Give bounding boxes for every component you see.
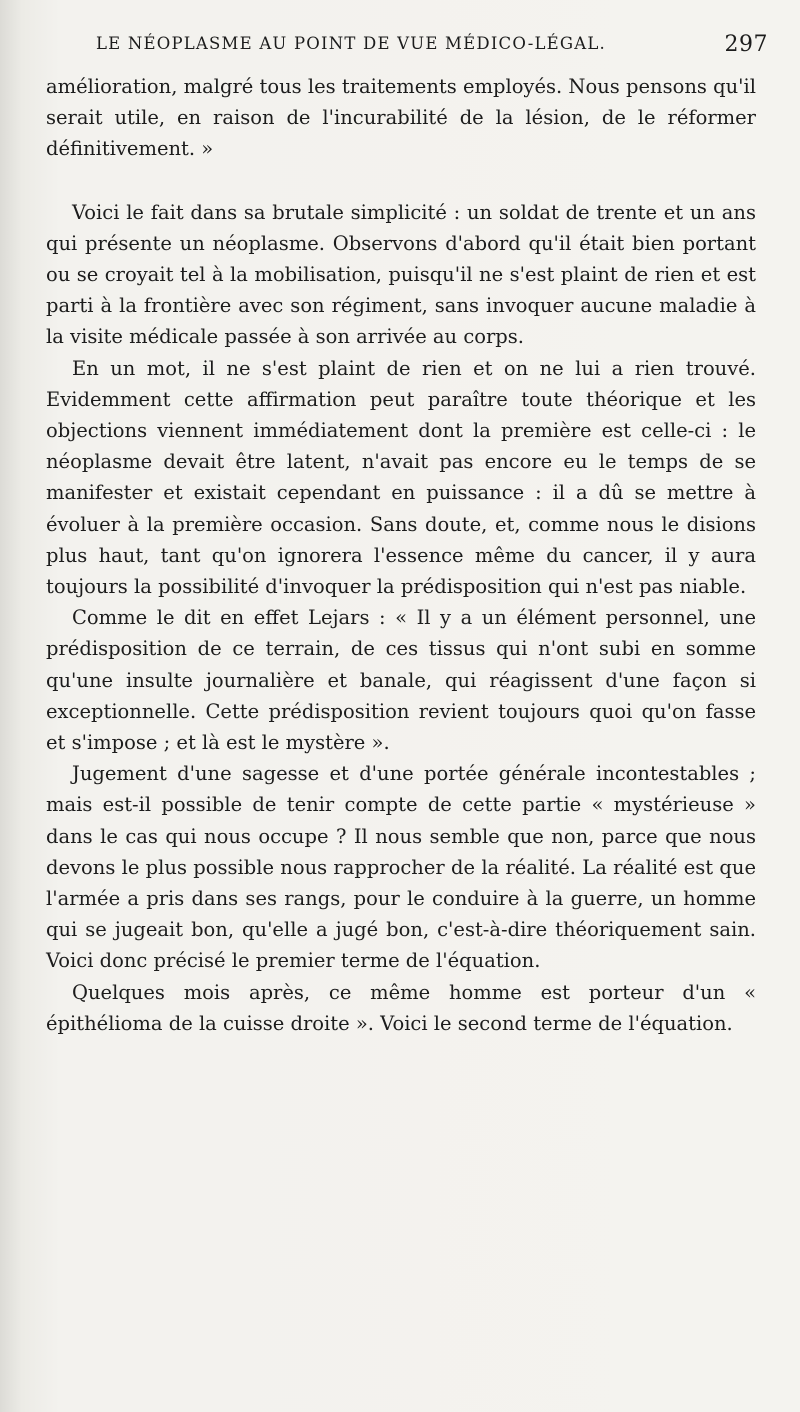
paragraph-continued: amélioration, malgré tous les traitements employés. Nous pensons qu'il serait utile, en raison de l'incurabilité de la lésion, de le réformer définitivement. »	[46, 75, 756, 161]
page-header	[96, 34, 768, 64]
paragraph: Quelques mois après, ce même homme est porteur d'un « épithélioma de la cuisse droite ». Voici le second terme de l'équation.	[46, 980, 756, 1035]
paragraph: Jugement d'une sagesse et d'une portée générale incontestables ; mais est-il possible de tenir compte de cette partie « mystérieuse » dans le cas qui nous occupe ? Il nous semble que non, parce que nous devons le plus possible nous rapprocher de la réalité. La réalité est que l'armée a pris dans ses rangs, pour le conduire à la guerre, un homme qui se jugeait bon, qu'elle a jugé bon, c'est-à-dire théoriquement sain. Voici donc précisé le premier terme de l'équation.	[46, 762, 756, 973]
running-head: LE NÉOPLASME AU POINT DE VUE MÉDICO-LÉGAL.	[96, 34, 606, 53]
page-body	[46, 71, 756, 1039]
paragraph: Comme le dit en effet Lejars : « Il y a un élément personnel, une prédisposition de ce terrain, de ces tissus qui n'ont subi en somme qu'une insulte journalière et banale, qui réagissent d'une façon si exceptionnelle. Cette prédisposition revient toujours quoi qu'on fasse et s'impose ; et là est le mystère ».	[46, 606, 756, 755]
paragraph: Voici le fait dans sa brutale simplicité : un soldat de trente et un ans qui présente un néoplasme. Observons d'abord qu'il était bien portant ou se croyait tel à la mobilisation, puisqu'il ne s'est plaint de rien et est parti à la frontière avec son régiment, sans invoquer aucune maladie à la visite médicale passée à son arrivée au corps.	[46, 200, 756, 349]
page-number: 297	[724, 32, 768, 57]
paragraph: En un mot, il ne s'est plaint de rien et on ne lui a rien trouvé. Evidemment cette affirmation peut paraître toute théorique et les objections viennent immédiatement dont la première est celle-ci : le néoplasme devait être latent, n'avait pas encore eu le temps de se manifester et existait cependant en puissance : il a dû se mettre à évoluer à la première occasion. Sans doute, et, comme nous le disions plus haut, tant qu'on ignorera l'essence même du cancer, il y aura toujours la possibilité d'invoquer la prédisposition qui n'est pas niable.	[46, 356, 756, 599]
